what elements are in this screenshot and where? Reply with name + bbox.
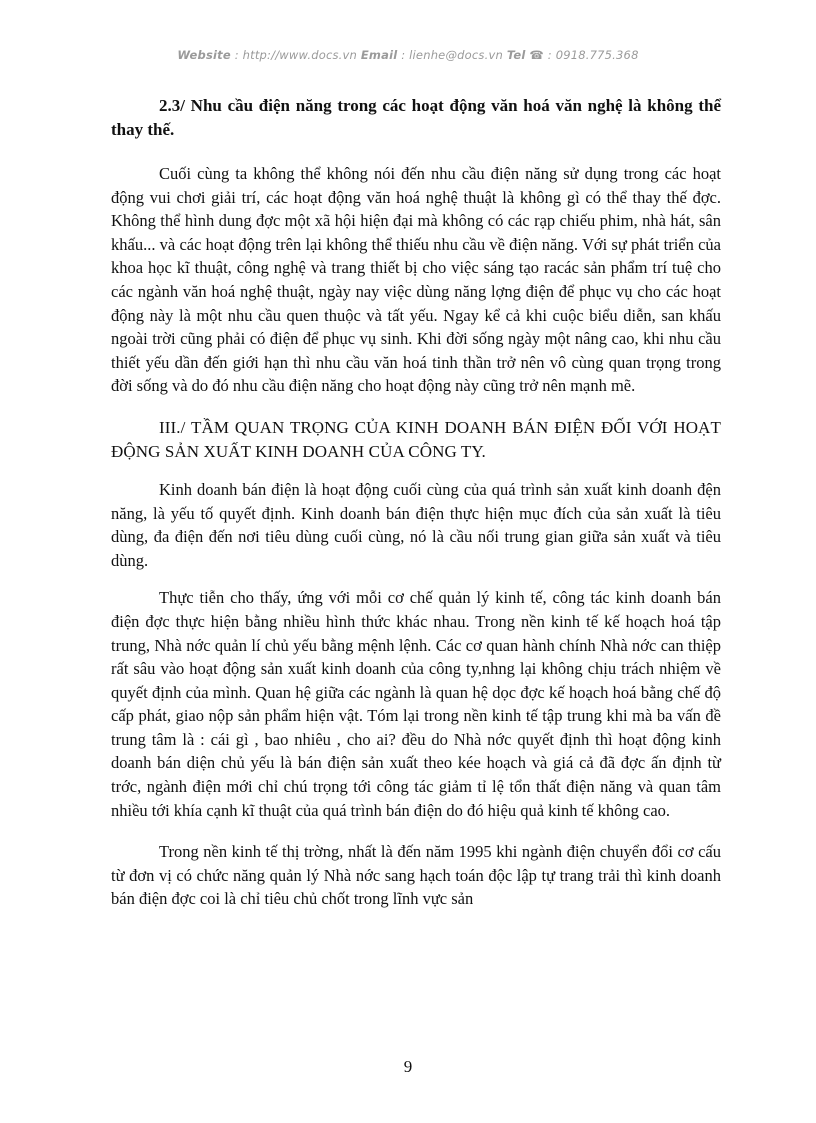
website-label: Website	[177, 48, 231, 62]
paragraph-4: Trong nền kinh tế thị trờng, nhất là đến năm 1995 khi ngành điện chuyển đổi cơ cấu từ đơn vị có chức năng quản lý Nhà nớc sang hạch toán độc lập tự trang trải thì kinh doanh bán điện đợc coi là chỉ tiêu chủ chốt trong lĩnh vực sản	[111, 842, 721, 909]
page-header	[0, 48, 816, 62]
paragraph-3: Thực tiễn cho thấy, ứng với mỗi cơ chế quản lý kinh tế, công tác kinh doanh bán điện đợc thực hiện bằng nhiều hình thức khác nhau. Trong nền kinh tế kế hoạch hoá tập trung, Nhà nớc quản lí chủ yếu bằng mệnh lệnh. Các cơ quan hành chính Nhà nớc can thiệp rất sâu vào hoạt động sản xuất kinh doanh của công ty,nhng lại không chịu trách nhiệm về quyết định của mình. Quan hệ giữa các ngành là quan hệ dọc đợc kế hoạch hoá bằng chế độ cấp phát, giao nộp sản phẩm hiện vật. Tóm lại trong nền kinh tế tập trung khi mà ba vấn đề trung tâm là : cái gì , bao nhiêu , cho ai? đều do Nhà nớc quyết định thì hoạt động kinh doanh bán diện chủ yếu là bán điện sản xuất theo kée hoạch và giá cả đã đợc ấn định từ trớc, ngành điện mới chỉ chú trọng tới công tác giảm tỉ lệ tổn thất điện năng và quan tâm nhiều tới khía cạnh kĩ thuật của quá trình bán điện do đó hiệu quả kinh tế không cao.	[111, 588, 721, 820]
document-body	[111, 94, 721, 929]
email-label: Email	[360, 48, 398, 62]
page-number: 9	[403, 1057, 413, 1076]
email-value: : lienhe@docs.vn	[397, 48, 507, 62]
section-title: 2.3/ Nhu cầu điện năng trong các hoạt động văn hoá văn nghệ là không thể thay thế.	[111, 96, 721, 139]
paragraph-1: Cuối cùng ta không thể không nói đến nhu cầu điện năng sử dụng trong các hoạt động vui chơi giải trí, các hoạt động văn hoá nghệ thuật là không gì có thể thay thế đợc. Không thể hình dung đợc một xã hội hiện đại mà không có các rạp chiếu phim, nhà hát, sân khấu... và các hoạt động trên lại không thể thiếu nhu cầu về điện năng. Với sự phát triển của khoa học kĩ thuật, công nghệ và trang thiết bị cho việc sáng tạo racác sản phẩm trí tuệ cho các ngành văn hoá nghệ thuật, ngày nay việc dùng năng lợng điện để phục vụ cho các hoạt động này là một nhu cầu quen thuộc và tất yếu. Ngay kể cả khi cuộc biểu diễn, san khấu ngoài trời cũng phải có điện để phục vụ sinh. Khi đời sống ngày một nâng cao, khi nhu cầu thiết yếu dần đến giới hạn thì nhu cầu văn hoá tinh thần trở nên vô cùng quan trọng trong đời sống và do đó nhu cầu điện năng cho hoạt động này cũng trở nên mạnh mẽ.	[111, 164, 721, 396]
website-value: : http://www.docs.vn	[230, 48, 361, 62]
section-heading-iii: III./ TẦM QUAN TRỌNG CỦA KINH DOANH BÁN ĐIỆN ĐỐI VỚI HOẠT ĐỘNG SẢN XUẤT KINH DOANH CỦA CÔNG TY.	[111, 417, 721, 461]
paragraph-2: Kinh doanh bán điện là hoạt động cuối cùng của quá trình sản xuất kinh doanh đện năng, là yếu tố quyết định. Kinh doanh bán điện thực hiện mục đích của sản xuất là tiêu dùng, đa điện đến nơi tiêu dùng cuối cùng, nó là cầu nối trung gian giữa sản xuất và tiêu dùng.	[111, 479, 721, 570]
tel-label: Tel	[506, 48, 526, 62]
tel-value: ☎ : 0918.775.368	[525, 48, 639, 62]
